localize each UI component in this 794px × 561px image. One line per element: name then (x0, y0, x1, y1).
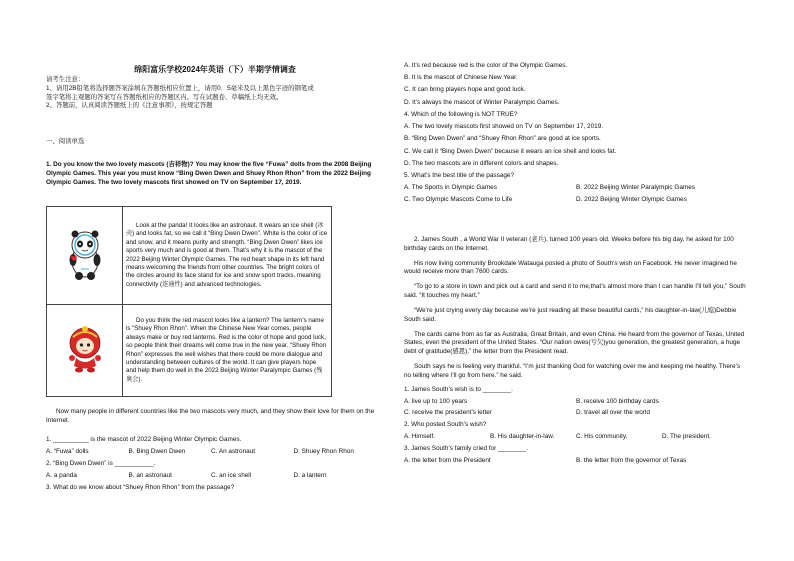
notice-heading: 请考生注意： (46, 76, 85, 83)
option-c[interactable]: C. Two Olympic Mascots Come to Life (404, 196, 513, 204)
mascot-table (46, 206, 332, 397)
option-a[interactable]: A. live up to 100 years (404, 397, 468, 405)
lantern-text-cell (123, 305, 332, 397)
exam-notice (46, 76, 376, 111)
notice-line: 1、请用2B铅笔将选择题答案涂填在答题纸相应位置上，请用0．5毫米及以上黑色字迹的钢笔或 (46, 84, 314, 92)
panda-description: Look at the panda! It looks like an astronaut. It wears an ice shell (冰壳) and looks fat, so we call it “Bing Dwen Dwen”. White is the color of ice and snow, and it means purity and strength. “Bing Dwen Dwen” likes ice sports very much and is good at them. That’s why it is the mascot of the 2022 Beijing Winter Olympic Games. The red heart shape in its left hand means welcoming the friends from other countries. The bright colors of the circles around its face stand for ice and snow sport tracks, meaning connectivity (连通性) and advanced technologies. (126, 221, 328, 288)
question-1-options (46, 448, 376, 457)
table-row (47, 207, 332, 305)
question-5-options-row1 (404, 184, 748, 193)
option-b[interactable]: B. His daughter-in-law. (490, 433, 555, 441)
option-b[interactable]: B. Bing Dwen Dwen (128, 448, 186, 455)
question-5: 5. What’s the best title of the passage? (404, 171, 515, 179)
option-b[interactable]: B. receive 100 birthday cards (576, 397, 659, 405)
option-a[interactable]: A. It’s red because red is the color of the Olympic Games. (404, 62, 568, 69)
question-1-options-row1 (404, 398, 748, 407)
option-a[interactable]: A. The two lovely mascots first showed on TV on September 17, 2019. (404, 123, 604, 131)
option-a[interactable]: A. Himself. (404, 433, 435, 441)
option-d[interactable]: D. Shuey Rhon Rhon (293, 448, 354, 455)
passage2-paragraph: The cards came from as far as Australia, Great Britain, and even China. He heard from the governor of Texas, United States, even the president of the United States. “Our nation owes(亏欠)you generation, the greatest generation, a huge debt of gratitude(感恩),” the letter from the President read. (404, 330, 745, 356)
lantern-image-cell (47, 305, 123, 397)
lantern-description: Do you think the red mascot looks like a lantern? The lantern’s name is “Shuey Rhon Rhon”. When the Chinese New Year comes, people always make or buy red lanterns. Red is the color of hope and good luck, so people think their dreams will come true in the new year. “Shuey Rhon Rhon” expresses the well wishes that there could be more dialogue and understanding between cultures of the world. It can give players hope and help them do well in the 2022 Beijing Winter Paralympic Games (残奥会). (126, 316, 327, 383)
question-2: 2. “Bing Dwen Dwen” is ___________. (46, 460, 156, 467)
option-d[interactable]: D. The president. (662, 433, 711, 441)
option-b[interactable]: B. 2022 Beijing Winter Paralympic Games (576, 184, 695, 192)
option-d[interactable]: D. It’s always the mascot of Winter Paralympic Games. (404, 98, 560, 106)
question-2: 2. Who posted South’s wish? (404, 421, 487, 429)
option-b[interactable]: B. the letter from the governor of Texas (576, 456, 687, 464)
panda-text-cell (123, 207, 332, 305)
page-title: 绵阳富乐学校2024年英语（下）半期学情调查 (134, 65, 296, 74)
question-3-options (404, 457, 748, 466)
option-c[interactable]: C. We call it “Bing Dwen Dwen” because it wears an ice shell and looks fat. (404, 147, 617, 155)
option-a[interactable]: A. the letter from the President (404, 456, 491, 464)
option-c[interactable]: C. An astronaut (211, 448, 256, 455)
table-row (47, 305, 332, 397)
question-1: 1. __________ is the mascot of 2022 Beijing Winter Olympic Games. (46, 436, 242, 443)
option-c[interactable]: C. receive the president’s letter (404, 409, 492, 417)
notice-line: 2、答题前，认真阅读答题纸上的《注意事项》，按规定答题 (46, 102, 213, 110)
passage1-closing: Now many people in different countries like the two mascots very much, and they show their love for them on the Internet. (46, 408, 375, 424)
passage1-intro: 1. Do you know the two lovely mascots (吉祥物)? You may know the five “Fuwa” dolls from the 2008 Beijing Olympic Games. This year you must know “Bing Dwen Dwen and Shuey Rhon Rhon” from the 2022 Beijing Olympic Games. The two lovely mascots first showed on TV on September 17, 2019. (46, 161, 372, 186)
question-3: 3. James South’s family cried for ________. (404, 444, 529, 452)
option-d[interactable]: D. The two mascots are in different colors and shapes. (404, 159, 559, 167)
option-a[interactable]: A. “Fuwa” dolls (46, 448, 89, 455)
option-b[interactable]: B. It is the mascot of Chinese New Year. (404, 74, 518, 82)
option-c[interactable]: C. an ice shell (211, 472, 252, 479)
option-d[interactable]: D. a lantern (293, 472, 327, 479)
shuey-rhon-rhon-image (64, 323, 106, 375)
passage2-paragraph: “To go to a store in town and pick out a card and send it to me,that’s almost more than I can handle I’ll tell you,” South said. “It touches my heart.” (404, 283, 746, 300)
passage2 (404, 236, 748, 466)
question-5-options-row2 (404, 196, 748, 205)
option-a[interactable]: A. The Sports in Olympic Games (404, 184, 497, 192)
passage2-paragraph: South says he is feeling very thankful. “I’m just thanking God for watching over me and keeping me healthy. There’s no telling where I’ll go from here.” he said. (404, 363, 741, 379)
question-1-options-row2 (404, 409, 748, 418)
option-b[interactable]: B. an astronaut (128, 472, 172, 479)
section-heading: 一、阅读单选 (46, 138, 85, 145)
notice-line: 签字笔将主观题的答案写在答题纸相应的答题区内。写在试题卷、草稿纸上均无效。 (46, 93, 283, 101)
passage2-paragraph: “We’re just crying every day because we’re just reading all these beautiful cards,” his daughter-in-law(儿媳)Debbie South said. (404, 306, 737, 323)
option-c[interactable]: C. His community. (576, 433, 628, 441)
option-c[interactable]: C. It can bring players hope and good luck. (404, 86, 526, 94)
option-a[interactable]: A. a panda (46, 472, 77, 479)
bing-dwen-dwen-image (65, 225, 105, 283)
option-d[interactable]: D. travel all over the world (576, 409, 650, 417)
passage2-paragraph: 2. James South , a World War II veteran (老兵), turned 100 years old. Weeks before his big day, he asked for 100 birthday cards on the Internet. (404, 236, 734, 252)
question-2-options (46, 472, 376, 481)
passage2-paragraph: His now living community Brookdale Watauga posted a photo of South’s wish on Facebook. He never imagined he would receive more than 7600 cards. (404, 259, 737, 276)
panda-image-cell (47, 207, 123, 305)
question-1: 1. James South’s wish is to ________. (404, 385, 513, 393)
question-3: 3. What do we know about “Shuey Rhon Rhon” from the passage? (46, 484, 235, 491)
option-b[interactable]: B. “Bing Dwen Dwen” and “Shuey Rhon Rhon” are good at ice sports. (404, 135, 601, 143)
question-2-options (404, 433, 748, 442)
option-d[interactable]: D. 2022 Beijing Winter Olympic Games (576, 196, 687, 204)
question-4: 4. Which of the following is NOT TRUE? (404, 110, 518, 118)
right-column-questions (404, 62, 748, 205)
